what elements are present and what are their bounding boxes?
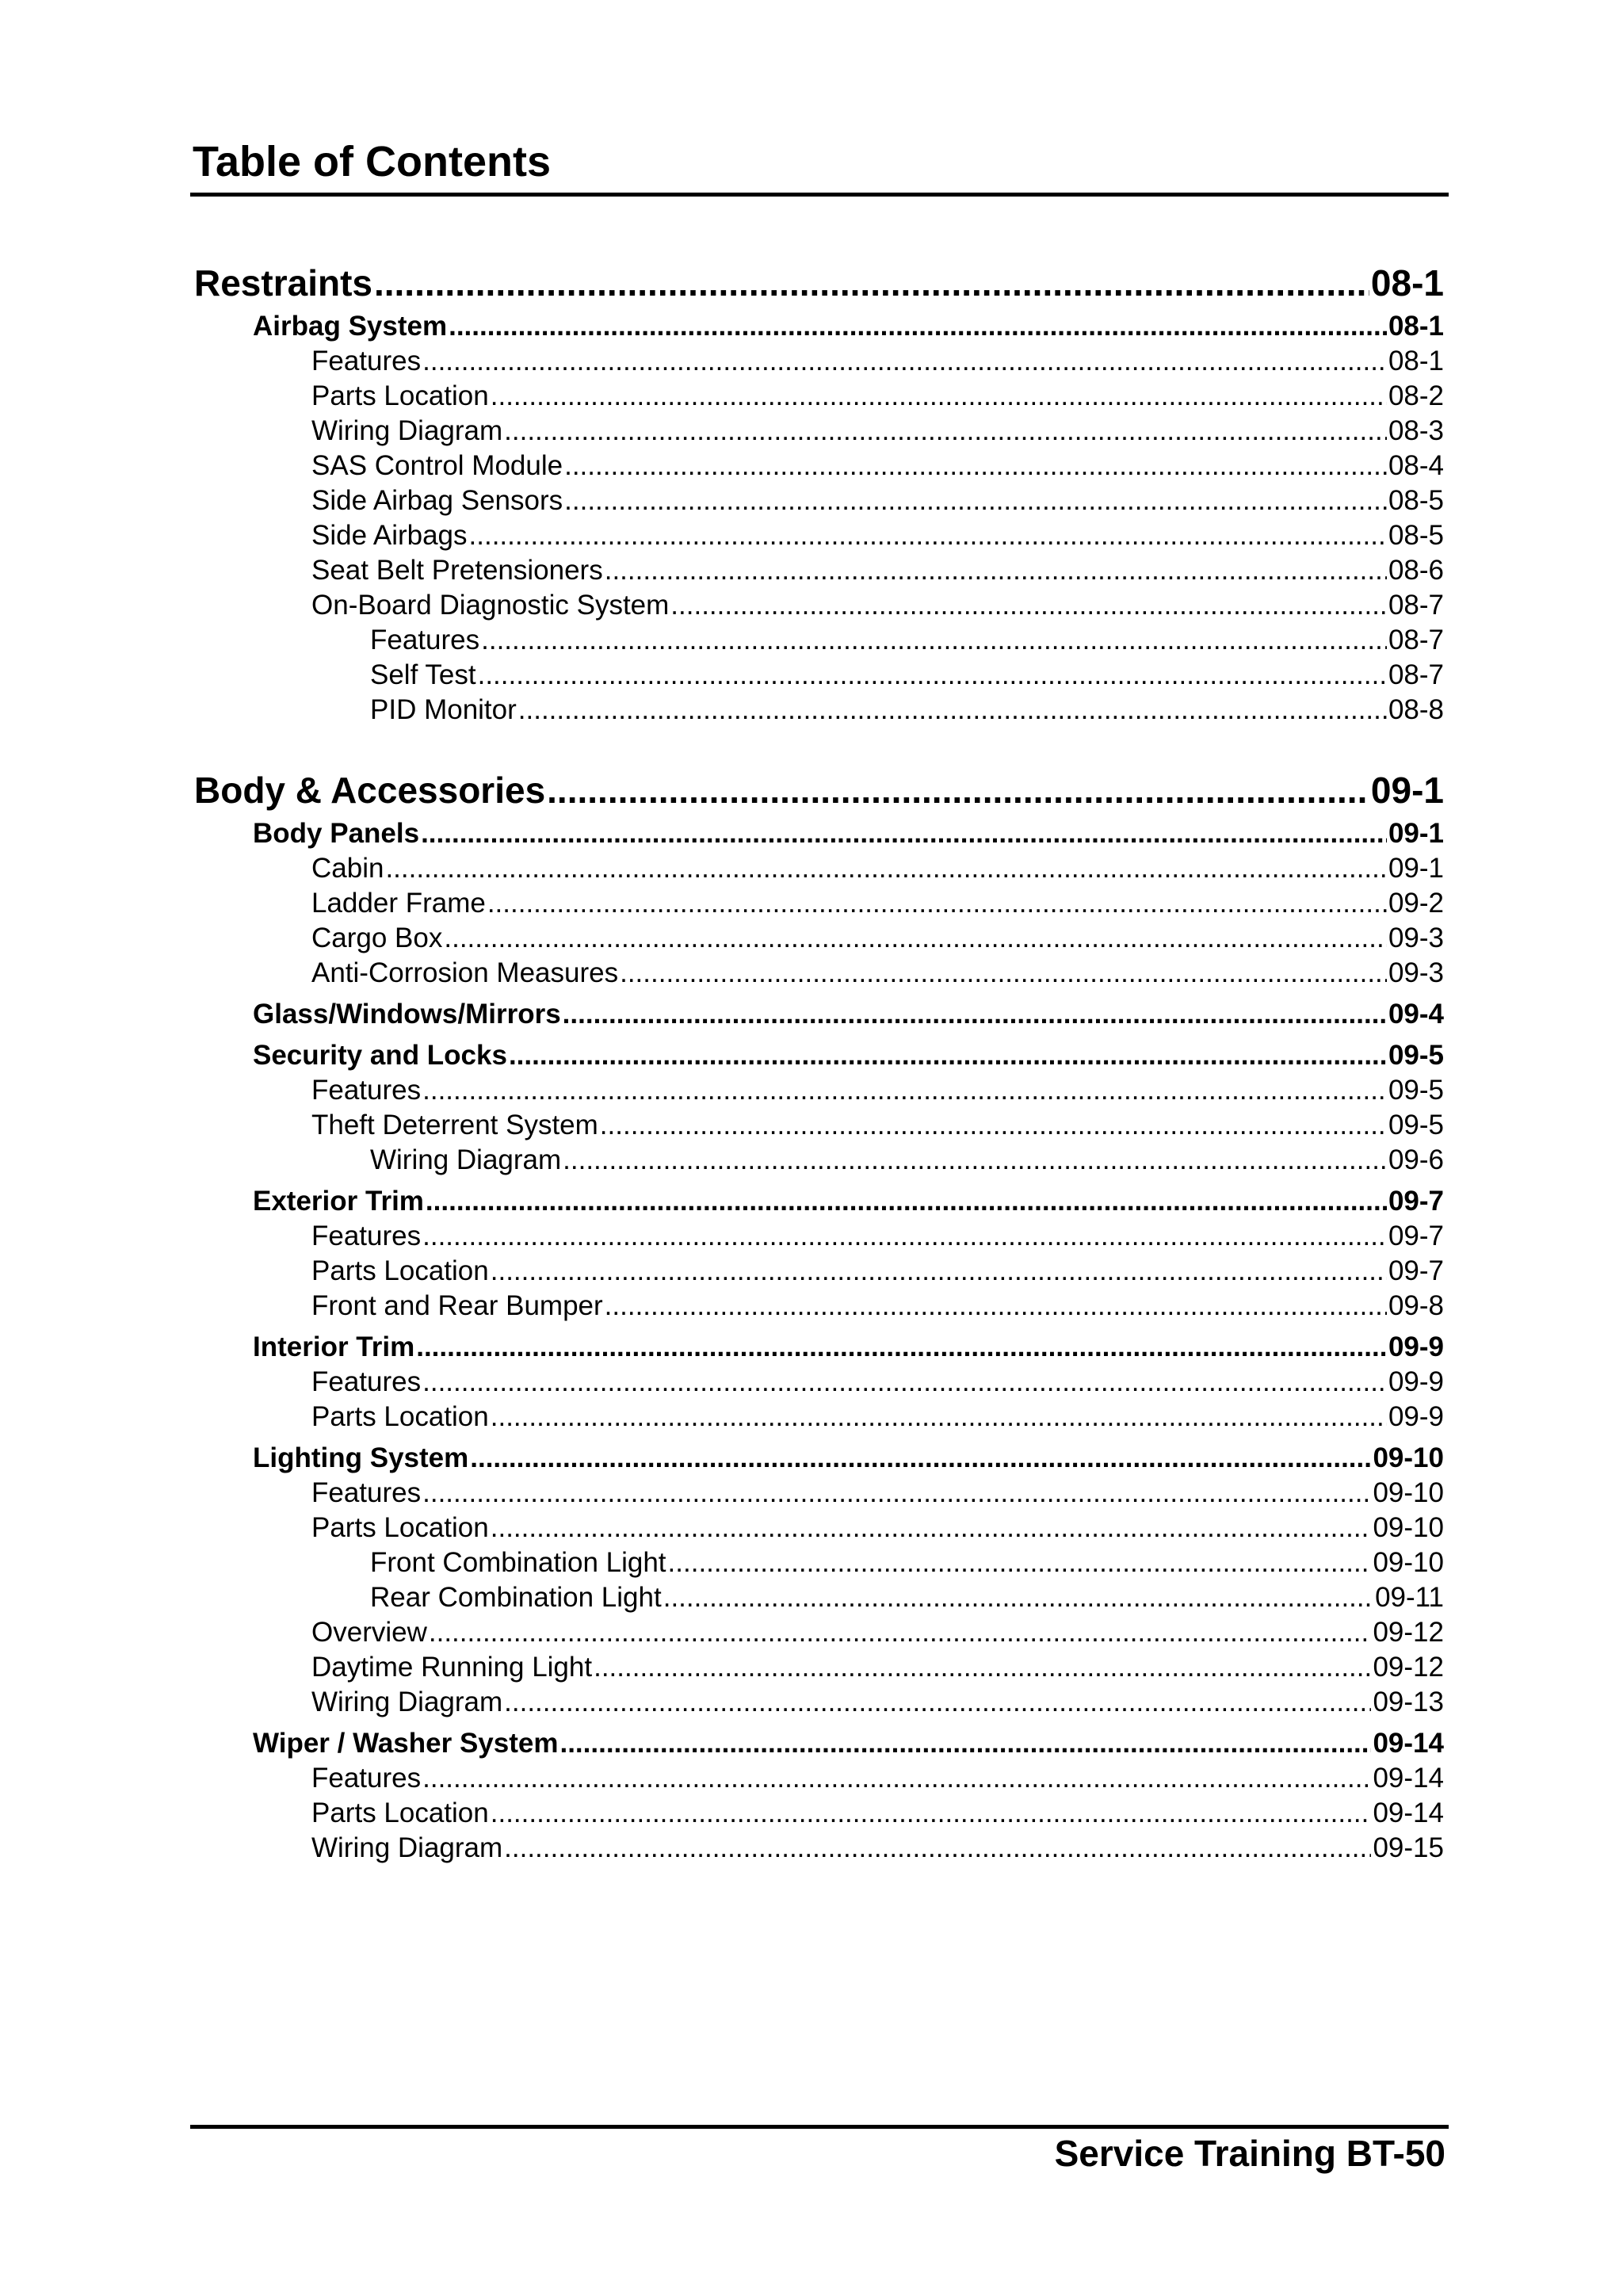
toc-entry-title: Anti-Corrosion Measures	[311, 957, 619, 988]
toc-entry-page: 09-8	[1388, 1290, 1444, 1321]
dot-leader	[518, 693, 1387, 728]
toc-entry	[194, 1254, 1444, 1289]
toc-entry-title: Parts Location	[311, 1797, 489, 1828]
toc-entry	[194, 588, 1444, 623]
table-of-contents	[194, 258, 1444, 1866]
toc-entry	[194, 886, 1444, 921]
toc-entry-title: Cabin	[311, 853, 384, 884]
toc-entry-title: On-Board Diagnostic System	[311, 590, 670, 621]
toc-entry-page: 09-5	[1388, 1040, 1444, 1071]
toc-entry-title: Parts Location	[311, 1255, 489, 1286]
toc-entry-title: Exterior Trim	[253, 1186, 424, 1217]
dot-leader	[668, 1545, 1372, 1580]
dot-leader	[469, 518, 1387, 553]
toc-entry-title: Features	[311, 1366, 422, 1397]
toc-entry-title: Features	[311, 1075, 422, 1106]
toc-chapter	[194, 258, 1444, 309]
toc-entry	[194, 344, 1444, 379]
toc-entry	[194, 1108, 1444, 1143]
toc-entry-title: Seat Belt Pretensioners	[311, 555, 603, 586]
dot-leader	[470, 1441, 1371, 1476]
toc-entry-page: 08-7	[1388, 659, 1444, 690]
toc-entry	[194, 1289, 1444, 1324]
toc-entry-title: Features	[370, 625, 480, 655]
toc-entry-title: Front Combination Light	[370, 1547, 666, 1578]
dot-leader	[426, 1184, 1387, 1219]
toc-entry-title: Ladder Frame	[311, 888, 486, 919]
toc-entry-page: 09-9	[1388, 1366, 1444, 1397]
dot-leader	[422, 1476, 1371, 1511]
toc-entry-title: Interior Trim	[253, 1331, 415, 1362]
toc-section	[194, 816, 1444, 851]
toc-entry-page: 08-1	[1370, 262, 1444, 304]
toc-entry-title: Wiring Diagram	[311, 1687, 503, 1717]
toc-entry-title: Parts Location	[311, 380, 489, 411]
toc-entry-title: Features	[311, 1477, 422, 1508]
toc-entry-page: 08-5	[1388, 520, 1444, 551]
toc-section	[194, 1330, 1444, 1365]
dot-leader	[491, 379, 1387, 414]
dot-leader	[422, 1365, 1387, 1400]
toc-entry-page: 09-9	[1388, 1401, 1444, 1432]
dot-leader	[663, 1580, 1373, 1615]
toc-entry	[194, 1073, 1444, 1108]
toc-entry	[194, 379, 1444, 414]
dot-leader	[564, 449, 1387, 483]
dot-leader	[620, 956, 1387, 991]
dot-leader	[605, 553, 1387, 588]
toc-section	[194, 309, 1444, 344]
toc-entry-page: 09-14	[1373, 1797, 1444, 1828]
dot-leader	[559, 1726, 1371, 1761]
toc-entry-page: 08-3	[1388, 415, 1444, 446]
toc-entry-page: 08-4	[1388, 450, 1444, 481]
toc-entry	[194, 1685, 1444, 1720]
dot-leader	[429, 1615, 1372, 1650]
footer-title: Service Training BT-50	[1054, 2133, 1445, 2174]
toc-entry-page: 09-3	[1388, 923, 1444, 953]
dot-leader	[449, 309, 1387, 344]
toc-entry-title: PID Monitor	[370, 694, 517, 725]
dot-leader	[504, 414, 1387, 449]
toc-entry	[194, 1400, 1444, 1435]
toc-entry-title: Theft Deterrent System	[311, 1110, 598, 1140]
toc-section	[194, 1038, 1444, 1073]
dot-leader	[422, 1219, 1387, 1254]
toc-entry	[194, 921, 1444, 956]
dot-leader	[374, 258, 1369, 309]
toc-entry	[194, 623, 1444, 658]
toc-entry-title: Daytime Running Light	[311, 1652, 593, 1683]
toc-entry-title: Rear Combination Light	[370, 1582, 662, 1613]
toc-entry	[194, 1219, 1444, 1254]
toc-entry	[194, 1545, 1444, 1580]
toc-entry	[194, 1476, 1444, 1511]
toc-entry-page: 09-9	[1388, 1331, 1444, 1362]
toc-entry-page: 09-7	[1388, 1186, 1444, 1217]
toc-entry-page: 09-6	[1388, 1144, 1444, 1175]
toc-entry-title: SAS Control Module	[311, 450, 563, 481]
toc-entry-page: 09-2	[1388, 888, 1444, 919]
toc-entry	[194, 658, 1444, 693]
dot-leader	[600, 1108, 1387, 1143]
toc-section	[194, 1184, 1444, 1219]
toc-entry	[194, 1511, 1444, 1545]
dot-leader	[421, 816, 1387, 851]
toc-entry-page: 09-7	[1388, 1221, 1444, 1251]
header-divider	[190, 193, 1449, 197]
toc-entry	[194, 553, 1444, 588]
toc-entry-title: Glass/Windows/Mirrors	[253, 999, 561, 1030]
toc-entry	[194, 1143, 1444, 1178]
dot-leader	[564, 483, 1387, 518]
toc-entry-title: Body Panels	[253, 818, 420, 849]
toc-entry-title: Front and Rear Bumper	[311, 1290, 603, 1321]
dot-leader	[563, 997, 1387, 1032]
dot-leader	[416, 1330, 1387, 1365]
toc-entry-title: Airbag System	[253, 311, 448, 342]
toc-entry-title: Wiring Diagram	[311, 415, 503, 446]
toc-entry-page: 09-15	[1373, 1832, 1444, 1863]
toc-entry-title: Features	[311, 1221, 422, 1251]
toc-entry	[194, 518, 1444, 553]
toc-entry-page: 08-8	[1388, 694, 1444, 725]
toc-entry-page: 09-10	[1373, 1547, 1444, 1578]
toc-entry-page: 09-1	[1370, 770, 1444, 811]
dot-leader	[422, 1073, 1387, 1108]
toc-entry-title: Features	[311, 346, 422, 376]
toc-entry-page: 09-14	[1373, 1763, 1444, 1794]
toc-entry-page: 09-12	[1373, 1652, 1444, 1683]
toc-entry-title: Self Test	[370, 659, 476, 690]
toc-entry	[194, 956, 1444, 991]
toc-entry	[194, 1365, 1444, 1400]
toc-entry-page: 09-14	[1373, 1728, 1444, 1759]
toc-entry-title: Wiper / Washer System	[253, 1728, 559, 1759]
toc-section	[194, 1441, 1444, 1476]
toc-entry-page: 08-7	[1388, 590, 1444, 621]
toc-entry-page: 09-1	[1388, 853, 1444, 884]
toc-entry-page: 09-12	[1373, 1617, 1444, 1648]
toc-entry	[194, 1761, 1444, 1796]
toc-entry-title: Cargo Box	[311, 923, 443, 953]
toc-entry-page: 09-5	[1388, 1110, 1444, 1140]
dot-leader	[422, 344, 1387, 379]
toc-entry-title: Features	[311, 1763, 422, 1794]
toc-entry-page: 08-7	[1388, 625, 1444, 655]
toc-entry-page: 08-1	[1388, 346, 1444, 376]
toc-entry	[194, 449, 1444, 483]
dot-leader	[670, 588, 1387, 623]
toc-entry-title: Security and Locks	[253, 1040, 507, 1071]
dot-leader	[422, 1761, 1371, 1796]
dot-leader	[509, 1038, 1387, 1073]
toc-entry-page: 08-5	[1388, 485, 1444, 516]
dot-leader	[491, 1511, 1372, 1545]
toc-section	[194, 1726, 1444, 1761]
toc-entry-page: 09-10	[1373, 1512, 1444, 1543]
dot-leader	[481, 623, 1387, 658]
toc-entry-title: Parts Location	[311, 1512, 489, 1543]
toc-entry	[194, 693, 1444, 728]
dot-leader	[444, 921, 1387, 956]
toc-entry-page: 09-13	[1373, 1687, 1444, 1717]
dot-leader	[487, 886, 1387, 921]
toc-entry-page: 08-6	[1388, 555, 1444, 586]
dot-leader	[491, 1796, 1372, 1831]
toc-entry-page: 09-7	[1388, 1255, 1444, 1286]
dot-leader	[605, 1289, 1387, 1324]
toc-entry-page: 09-1	[1388, 818, 1444, 849]
dot-leader	[563, 1143, 1387, 1178]
toc-entry	[194, 414, 1444, 449]
toc-entry	[194, 1615, 1444, 1650]
toc-entry-title: Parts Location	[311, 1401, 489, 1432]
toc-entry	[194, 851, 1444, 886]
toc-entry	[194, 483, 1444, 518]
toc-entry-page: 08-2	[1388, 380, 1444, 411]
toc-entry-page: 09-4	[1388, 999, 1444, 1030]
toc-entry-title: Side Airbags	[311, 520, 468, 551]
toc-entry-page: 09-11	[1375, 1582, 1444, 1613]
dot-leader	[491, 1254, 1387, 1289]
toc-entry-page: 09-10	[1373, 1442, 1444, 1473]
toc-entry-title: Restraints	[194, 262, 372, 304]
toc-entry-page: 09-5	[1388, 1075, 1444, 1106]
toc-entry-page: 09-10	[1373, 1477, 1444, 1508]
toc-entry-title: Wiring Diagram	[370, 1144, 562, 1175]
toc-entry-title: Side Airbag Sensors	[311, 485, 563, 516]
dot-leader	[385, 851, 1386, 886]
toc-entry-title: Lighting System	[253, 1442, 469, 1473]
page-title: Table of Contents	[193, 138, 551, 185]
toc-entry-title: Body & Accessories	[194, 770, 546, 811]
toc-entry	[194, 1650, 1444, 1685]
toc-entry	[194, 1796, 1444, 1831]
toc-entry-page: 09-3	[1388, 957, 1444, 988]
toc-entry	[194, 1580, 1444, 1615]
dot-leader	[547, 765, 1369, 816]
dot-leader	[478, 658, 1387, 693]
footer-divider	[190, 2125, 1449, 2129]
toc-chapter	[194, 765, 1444, 816]
dot-leader	[504, 1685, 1371, 1720]
dot-leader	[491, 1400, 1387, 1435]
dot-leader	[504, 1831, 1371, 1866]
dot-leader	[594, 1650, 1371, 1685]
toc-section	[194, 997, 1444, 1032]
toc-entry-title: Overview	[311, 1617, 427, 1648]
toc-entry-page: 08-1	[1388, 311, 1444, 342]
toc-entry	[194, 1831, 1444, 1866]
toc-entry-title: Wiring Diagram	[311, 1832, 503, 1863]
